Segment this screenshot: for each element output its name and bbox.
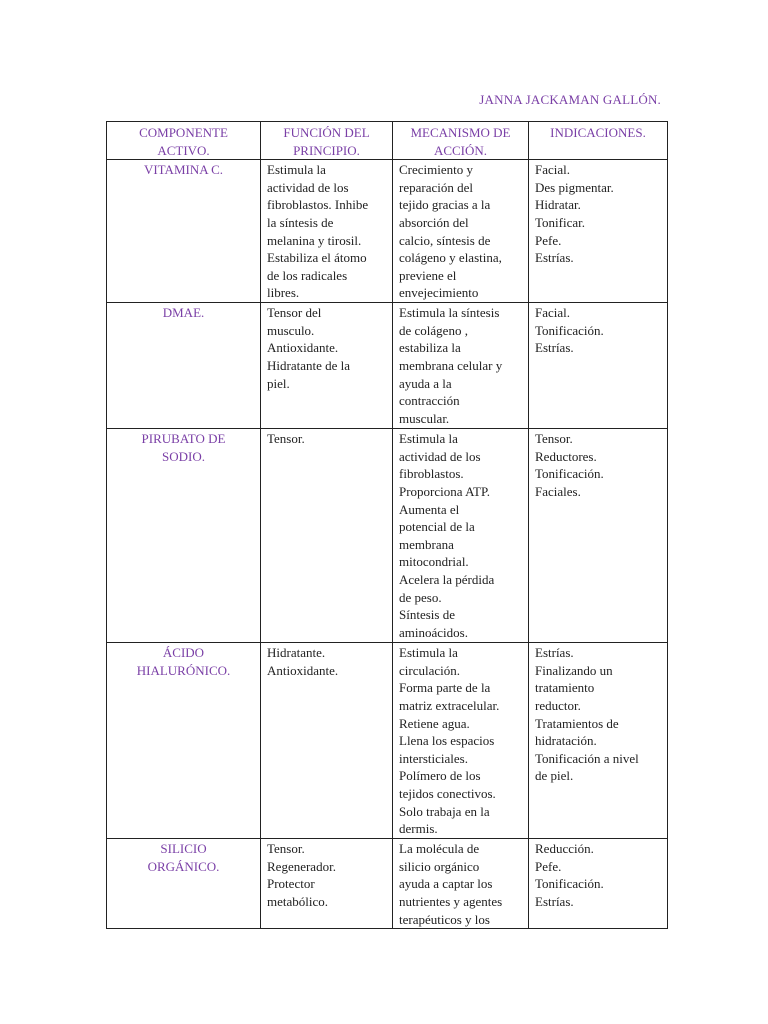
mechanism-cell: Estimula la circulación. Forma parte de la matriz extracelular. Retiene agua. Llena los espacios intersticiales. Polímero de los tejidos conectivos. Solo trabaja en la dermis. — [393, 643, 529, 839]
table-row — [107, 160, 668, 303]
table-row — [107, 303, 668, 429]
function-cell: Tensor. Regenerador. Protector metabólico. — [261, 839, 393, 929]
component-name: SILICIO ORGÁNICO. — [107, 839, 261, 929]
function-cell: Hidratante. Antioxidante. — [261, 643, 393, 839]
function-cell: Tensor. — [261, 429, 393, 643]
indications-cell: Tensor. Reductores. Tonificación. Faciales. — [529, 429, 668, 643]
active-ingredients-table — [106, 121, 668, 929]
table-row — [107, 429, 668, 643]
function-cell: Tensor del musculo. Antioxidante. Hidratante de la piel. — [261, 303, 393, 429]
mechanism-cell: La molécula de silicio orgánico ayuda a captar los nutrientes y agentes terapéuticos y los — [393, 839, 529, 929]
mechanism-cell: Crecimiento y reparación del tejido gracias a la absorción del calcio, síntesis de colágeno y elastina, previene el envejecimiento — [393, 160, 529, 303]
mechanism-cell: Estimula la síntesis de colágeno , estabiliza la membrana celular y ayuda a la contracción muscular. — [393, 303, 529, 429]
indications-cell: Facial. Tonificación. Estrías. — [529, 303, 668, 429]
component-name: ÁCIDO HIALURÓNICO. — [107, 643, 261, 839]
header-funcion: FUNCIÓN DEL PRINCIPIO. — [261, 122, 393, 160]
table-row — [107, 839, 668, 929]
author-name: JANNA JACKAMAN GALLÓN. — [479, 92, 661, 107]
component-name: VITAMINA C. — [107, 160, 261, 303]
header-row — [107, 122, 668, 160]
function-cell: Estimula la actividad de los fibroblastos. Inhibe la síntesis de melanina y tirosil. Estabiliza el átomo de los radicales libres. — [261, 160, 393, 303]
table-row — [107, 643, 668, 839]
indications-cell: Facial. Des pigmentar. Hidratar. Tonificar. Pefe. Estrías. — [529, 160, 668, 303]
component-name: PIRUBATO DE SODIO. — [107, 429, 261, 643]
header-mecanismo: MECANISMO DE ACCIÓN. — [393, 122, 529, 160]
component-name: DMAE. — [107, 303, 261, 429]
header-indicaciones: INDICACIONES. — [529, 122, 668, 160]
mechanism-cell: Estimula la actividad de los fibroblastos. Proporciona ATP. Aumenta el potencial de la membrana mitocondrial. Acelera la pérdida de peso. Síntesis de aminoácidos. — [393, 429, 529, 643]
indications-cell: Estrías. Finalizando un tratamiento reductor. Tratamientos de hidratación. Tonificación a nivel de piel. — [529, 643, 668, 839]
header-componente: COMPONENTE ACTIVO. — [107, 122, 261, 160]
indications-cell: Reducción. Pefe. Tonificación. Estrías. — [529, 839, 668, 929]
